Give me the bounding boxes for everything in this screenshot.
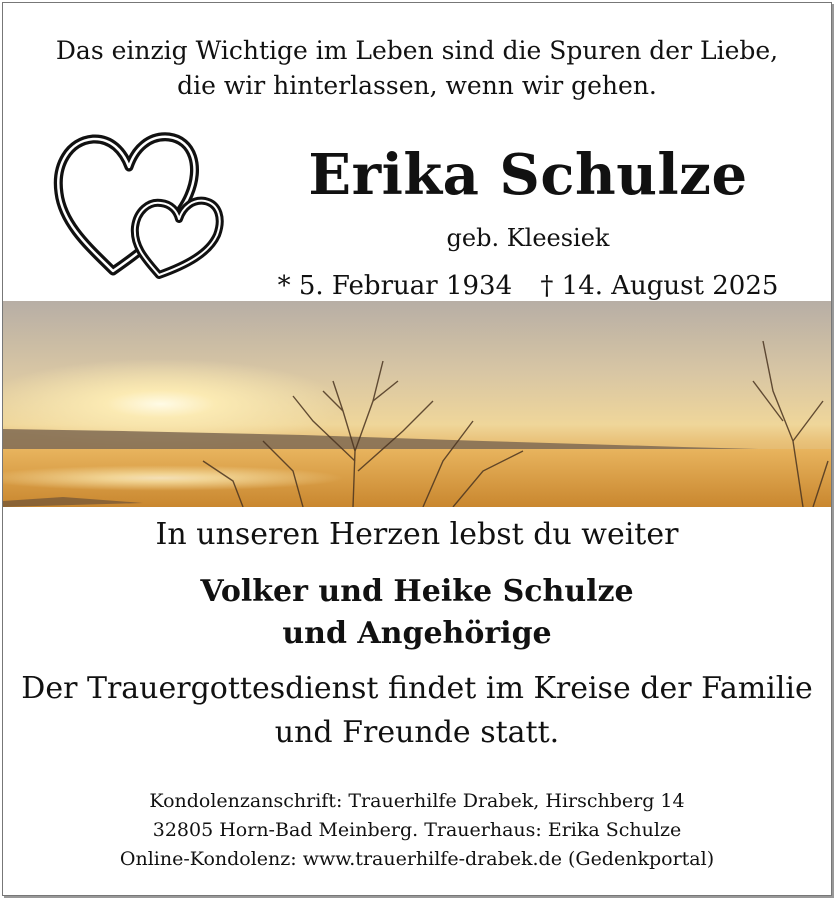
- quote-line-1: Das einzig Wichtige im Leben sind die Spuren der Liebe,: [55, 36, 779, 65]
- death-date: † 14. August 2025: [540, 271, 779, 301]
- service-notice: [3, 667, 831, 755]
- contact-line-3: Online-Kondolenz: www.trauerhilfe-drabek.de (Gedenkportal): [119, 848, 715, 870]
- motto: In unseren Herzen lebst du weiter: [155, 517, 679, 552]
- quote-line-2: die wir hinterlassen, wenn wir gehen.: [177, 71, 657, 100]
- birth-name: geb. Kleesiek: [446, 224, 610, 252]
- contact-line-2: 32805 Horn-Bad Meinberg. Trauerhaus: Erika Schulze: [152, 819, 682, 841]
- birth-date: * 5. Februar 1934: [277, 271, 513, 301]
- contact-line-1: Kondolenzanschrift: Trauerhilfe Drabek, Hirschberg 14: [149, 790, 685, 812]
- service-line-2: und Freunde statt.: [274, 715, 560, 750]
- deceased-name: Erika Schulze: [308, 142, 748, 208]
- life-dates: [243, 269, 813, 303]
- sunset-lake-image: [3, 301, 832, 507]
- contact-info: [3, 787, 831, 874]
- memorial-quote: [3, 33, 831, 103]
- mourners-line-2: und Angehörige: [282, 616, 552, 651]
- service-line-1: Der Trauergottesdienst findet im Kreise der Familie: [21, 671, 813, 706]
- mourners-line-1: Volker und Heike Schulze: [200, 574, 634, 609]
- mourners: [3, 571, 831, 655]
- obituary-card: [2, 2, 832, 896]
- two-hearts-icon: [51, 121, 231, 283]
